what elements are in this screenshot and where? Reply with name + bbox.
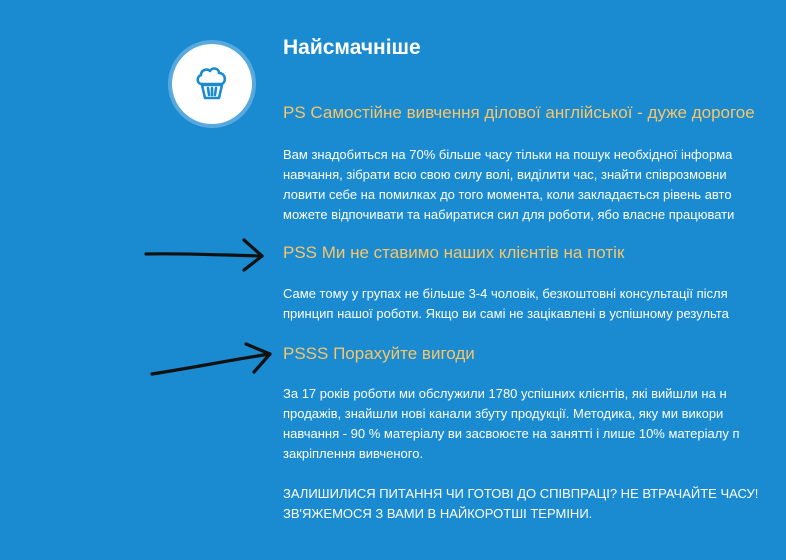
paragraph-line: навчання, зібрати всю свою силу волі, виділити час, знайти співрозмовни [283,167,727,182]
paragraph-line: За 17 років роботи ми обслужили 1780 успішних клієнтів, які вийшли на н [283,386,727,401]
paragraph-line: продажів, знайшли нові канали збуту продукції. Методика, яку ми викори [283,406,724,421]
section-title: Найсмачніше [283,36,421,59]
paragraph-spacer [283,464,758,484]
section-icon-badge [168,40,256,128]
block-paragraph-3 [283,384,758,524]
block-paragraph-2 [283,284,729,324]
paragraph-line: ловити себе на помилках до того момента, коли закладається рівень авто [283,187,732,202]
arrow-icon [140,232,270,278]
block-heading-2: PSS Ми не ставимо наших клієнтів на потік [283,243,625,262]
paragraph-line: Саме тому у групах не більше 3-4 чоловік, безкоштовні консультації після [283,286,728,301]
paragraph-line: закріплення вивченого. [283,446,424,461]
section-icon-circle [172,44,252,124]
paragraph-line: навчання - 90 % матеріалу ви засвоюєте на занятті і лише 10% матеріалу п [283,426,740,441]
block-paragraph-1 [283,145,734,225]
paragraph-line: Вам знадобиться на 70% більше часу тільки на пошук необхідної інформа [283,147,733,162]
paragraph-line: ЗАЛИШИЛИСЯ ПИТАННЯ ЧИ ГОТОВІ ДО СПІВПРАЦІ? НЕ ВТРАЧАЙТЕ ЧАСУ! [283,486,759,501]
paragraph-line: можете відпочивати та набиратися сил для роботи, ябо власне працювати [283,207,735,222]
block-heading-3: PSSS Порахуйте вигоди [283,344,475,363]
paragraph-line: ЗВ'ЯЖЕМОСЯ З ВАМИ В НАЙКОРОТШІ ТЕРМІНИ. [283,506,593,521]
block-heading-1: PS Самостійне вивчення ділової англійської - дуже дорогое [283,103,755,122]
paragraph-line: принцип нашої роботи. Якщо ви самі не зацікавлені в успішному результа [283,306,729,321]
cupcake-icon [192,64,232,104]
arrow-icon [146,338,276,384]
